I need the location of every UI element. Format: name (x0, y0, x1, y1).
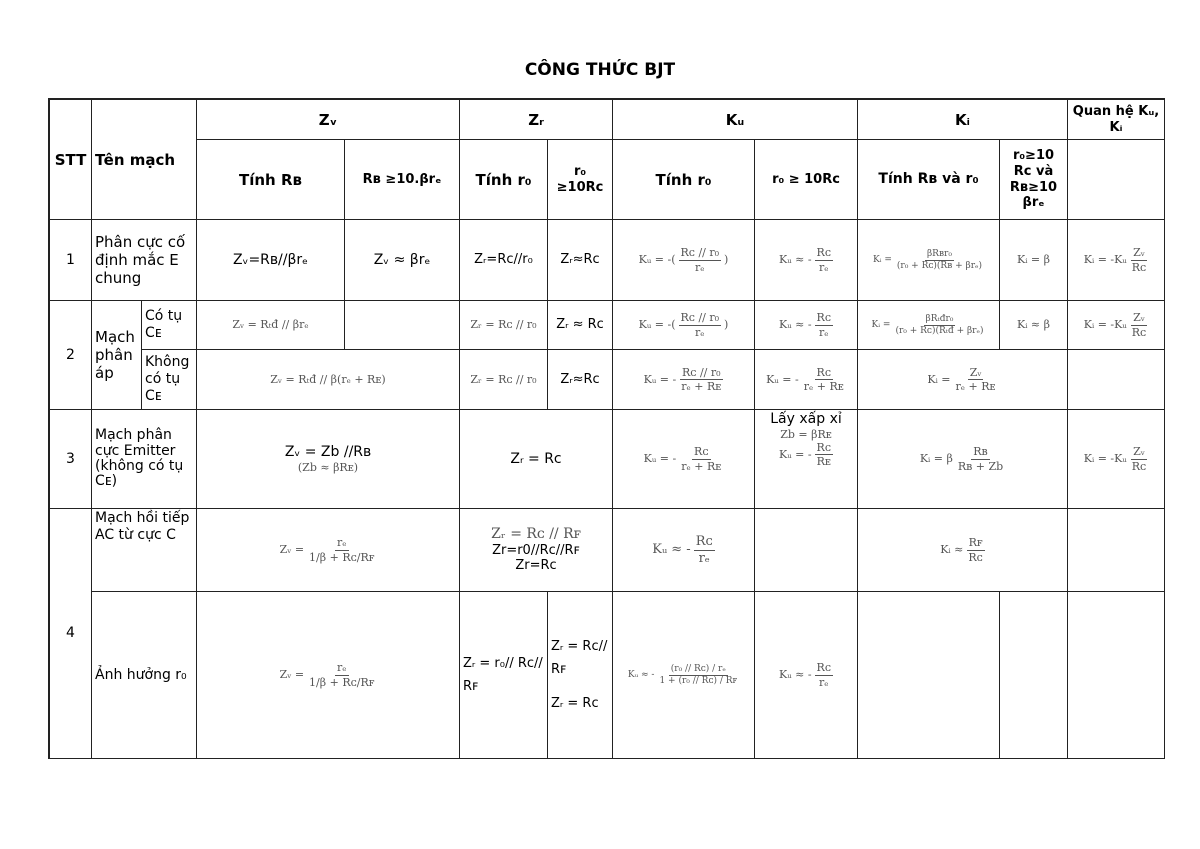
row1-zv2: Zᵥ ≈ βrₑ (345, 220, 460, 301)
row4b-ku2 (755, 592, 858, 759)
row1-zr2: Zᵣ≈Rᴄ (548, 220, 613, 301)
denominator: Rᴄ (968, 550, 983, 564)
row1-ku1 (613, 220, 755, 301)
subheader-ku-tinh-r0: Tính r₀ (613, 140, 755, 220)
formula-rhs: ) (724, 318, 729, 332)
row2a-ku1 (613, 301, 755, 350)
row3-zr: Zᵣ = Rᴄ (460, 410, 613, 509)
numerator: Zᵥ (1133, 246, 1145, 260)
zr-formula-3: Zr=Rᴄ (515, 558, 557, 574)
header-zr: Zᵣ (460, 100, 613, 140)
numerator: Rᴄ (816, 440, 831, 454)
subheader-ki-tinh: Tính Rʙ và r₀ (858, 140, 1000, 220)
row2b-ku1 (613, 350, 755, 410)
formula-rhs: ) (724, 253, 729, 267)
subheader-quan-he-empty (1068, 140, 1165, 220)
denominator: Rʙ + Zb (957, 459, 1004, 473)
row3-ku1 (613, 410, 755, 509)
numerator: Rᴄ (695, 533, 713, 549)
numerator: Rᴄ (816, 311, 831, 325)
row4b-zv (197, 592, 460, 759)
formula-lhs: Kᵢ = (871, 319, 891, 330)
subheader-ku-approx: r₀ ≥ 10Rᴄ (755, 140, 858, 220)
denominator: rₑ (695, 260, 705, 274)
approx-note: Lấy xấp xỉ (770, 411, 842, 427)
formula-lhs: Kᵤ = -( (638, 318, 676, 332)
row1-ki1 (858, 220, 1000, 301)
header-zv: Zᵥ (197, 100, 460, 140)
zb-formula: Zb = βRᴇ (780, 427, 832, 441)
denominator: (r₀ + Rᴄ)(Rʙ + βrₑ) (896, 260, 983, 271)
numerator: Rᴄ // r₀ (682, 365, 721, 379)
row4b-name: Ảnh hưởng r₀ (92, 592, 197, 759)
row2b-ku2 (755, 350, 858, 410)
row3-ki (858, 410, 1068, 509)
formula-lhs: Kᵤ ≈ - (652, 542, 691, 558)
formula-lhs: Kᵢ = -Kᵤ (1083, 253, 1127, 267)
formula-lhs: Kᵤ = - (766, 372, 799, 386)
row1-name: Phân cực cố định mắc E chung (92, 220, 197, 301)
row2b-quan-he-empty (1068, 350, 1165, 410)
header-name: Tên mạch (92, 100, 197, 220)
row2a-ki2: Kᵢ ≈ β (1000, 301, 1068, 350)
numerator: Rᴄ (694, 445, 709, 459)
row4a-ki (858, 509, 1068, 592)
numerator: Zᵥ (1133, 445, 1145, 459)
row3-zv (197, 410, 460, 509)
numerator: Rᴄ (816, 246, 831, 260)
subheader-zr-tinh-r0: Tính r₀ (460, 140, 548, 220)
numerator: Rᴄ (816, 365, 831, 379)
row4a-ku (613, 509, 755, 592)
row4a-zr (460, 509, 613, 592)
row4b-zr1: Zᵣ = r₀// Rᴄ// Rꜰ (460, 592, 548, 759)
formula-lhs: Kᵢ = -Kᵤ (1083, 318, 1127, 332)
denominator: rₑ + Rᴇ (681, 459, 722, 473)
numerator: rₑ (336, 661, 347, 675)
denominator: rₑ (819, 325, 829, 339)
zr-formula-1: Zᵣ = Rᴄ// Rꜰ (551, 638, 608, 678)
denominator: 1/β + Rᴄ/Rꜰ (309, 675, 375, 689)
header-ku: Kᵤ (613, 100, 858, 140)
row2a-sub-name: Có tụ Cᴇ (142, 301, 197, 350)
denominator: (r₀ + Rᴄ)(Rₜđ + βrₑ) (895, 325, 984, 336)
subheader-zv-tinh-rb: Tính Rʙ (197, 140, 345, 220)
numerator: Rʙ (973, 445, 988, 459)
row4b-ki2-empty (1000, 592, 1068, 759)
numerator: Rᴄ (816, 661, 831, 675)
formula-lhs: Kᵢ = -Kᵤ (1083, 452, 1127, 466)
numerator: βRʙr₀ (926, 248, 952, 259)
row4a-name: Mạch hồi tiếp AC từ cực C (92, 509, 197, 592)
formula-lhs: Kᵤ = -( (638, 253, 676, 267)
formula-lhs: Kᵤ = - (779, 448, 812, 462)
formula-lhs: Kᵤ = - (643, 452, 677, 466)
formula-lhs: Kᵤ ≈ - (779, 668, 812, 682)
zr-formula-2: Zr=r0//Rᴄ//Rꜰ (492, 542, 580, 558)
numerator: (r₀ // Rᴄ) / rₑ (670, 663, 726, 674)
row2a-zv1: Zᵥ = Rₜđ // βrₑ (197, 301, 345, 350)
subheader-zr-approx: r₀ ≥10Rᴄ (548, 140, 613, 220)
row2a-quan-he (1068, 301, 1165, 350)
row1-zr1: Zᵣ=Rᴄ//r₀ (460, 220, 548, 301)
header-stt: STT (50, 100, 92, 220)
row3-stt: 3 (50, 410, 92, 509)
denominator: rₑ + Rᴇ (803, 380, 844, 393)
numerator: Rᴄ // r₀ (680, 311, 720, 325)
row2b-zv: Zᵥ = Rₜđ // β(rₑ + Rᴇ) (197, 350, 460, 410)
formula-lhs: Kᵢ = β (919, 452, 953, 466)
zb-approx: (Zb ≈ βRᴇ) (297, 460, 359, 474)
row2a-zr2: Zᵣ ≈ Rᴄ (548, 301, 613, 350)
denominator: Rᴄ (1131, 459, 1147, 473)
row2a-ku2 (755, 301, 858, 350)
formula-lhs: Zᵥ = (279, 543, 305, 557)
page-title: CÔNG THỨC BJT (524, 60, 676, 80)
row1-zv1: Zᵥ=Rʙ//βrₑ (197, 220, 345, 301)
formula-lhs: Kᵢ ≈ (940, 543, 964, 557)
row4a-ku2-empty (755, 509, 858, 592)
row1-ki2: Kᵢ = β (1000, 220, 1068, 301)
numerator: rₑ (336, 536, 347, 550)
row2-name: Mạch phân áp (92, 301, 142, 410)
row4b-quan-he-empty (1068, 592, 1165, 759)
row4b-zr2 (548, 592, 613, 759)
denominator: rₑ (698, 550, 710, 566)
row2-stt: 2 (50, 301, 92, 410)
row1-stt: 1 (50, 220, 92, 301)
row3-name: Mạch phân cực Emitter (không có tụ Cᴇ) (92, 410, 197, 509)
row4b-ku1 (613, 592, 755, 759)
row4a-zv (197, 509, 460, 592)
header-ki: Kᵢ (858, 100, 1068, 140)
row1-ku2 (755, 220, 858, 301)
row1-quan-he (1068, 220, 1165, 301)
row2b-zr2: Zᵣ≈Rᴄ (548, 350, 613, 410)
denominator: 1/β + Rᴄ/Rꜰ (309, 550, 375, 564)
zv-formula: Zᵥ = Zb //Rʙ (284, 444, 372, 460)
row4b-ki1-empty (858, 592, 1000, 759)
row2a-zr1: Zᵣ = Rᴄ // r₀ (460, 301, 548, 350)
formula-lhs: Kᵢ = (927, 372, 951, 386)
row4-stt: 4 (50, 509, 92, 759)
numerator: Zᵥ (1133, 311, 1145, 325)
denominator: Rᴄ (1131, 325, 1147, 339)
formula-lhs: Kᵤ ≈ - (779, 318, 812, 332)
denominator: 1 + (r₀ // Rᴄ) / Rꜰ (659, 675, 738, 686)
denominator: rₑ + Rᴇ (955, 380, 996, 393)
row2b-sub-name: Không có tụ Cᴇ (142, 350, 197, 410)
row3-ku2 (755, 410, 858, 509)
denominator: rₑ (695, 325, 705, 339)
numerator: Zᵥ (969, 365, 982, 379)
denominator: Rᴄ (1131, 260, 1147, 274)
denominator: rₑ (819, 675, 829, 689)
denominator: Rᴇ (816, 455, 831, 469)
row2b-ki (858, 350, 1068, 410)
formula-lhs: Kᵤ ≈ - (779, 253, 812, 267)
numerator: Rᴄ // r₀ (680, 246, 720, 260)
denominator: rₑ + Rᴇ (681, 380, 722, 393)
numerator: βRₜđr₀ (925, 313, 954, 324)
numerator: Rꜰ (968, 536, 983, 550)
row2b-zr1: Zᵣ = Rᴄ // r₀ (460, 350, 548, 410)
row2a-zv2-empty (345, 301, 460, 350)
denominator: rₑ (819, 260, 829, 274)
row2a-ki1 (858, 301, 1000, 350)
formula-lhs: Zᵥ = (279, 668, 305, 682)
subheader-ki-approx: r₀≥10 Rᴄ và Rʙ≥10 βrₑ (1000, 140, 1068, 220)
header-quan-he: Quan hệ Kᵤ, Kᵢ (1068, 100, 1165, 140)
row3-quan-he (1068, 410, 1165, 509)
formula-lhs: Kᵤ = - (643, 372, 677, 386)
row4a-quan-he-empty (1068, 509, 1165, 592)
formula-lhs: Kᵤ ≈ - (627, 669, 655, 680)
zr-formula-1: Zᵣ = Rᴄ // Rꜰ (491, 526, 581, 542)
formula-lhs: Kᵢ = (872, 254, 892, 265)
zr-formula-2: Zᵣ = Rᴄ (551, 695, 599, 711)
subheader-zv-approx: Rʙ ≥10.βrₑ (345, 140, 460, 220)
bjt-formula-table (48, 98, 1165, 759)
